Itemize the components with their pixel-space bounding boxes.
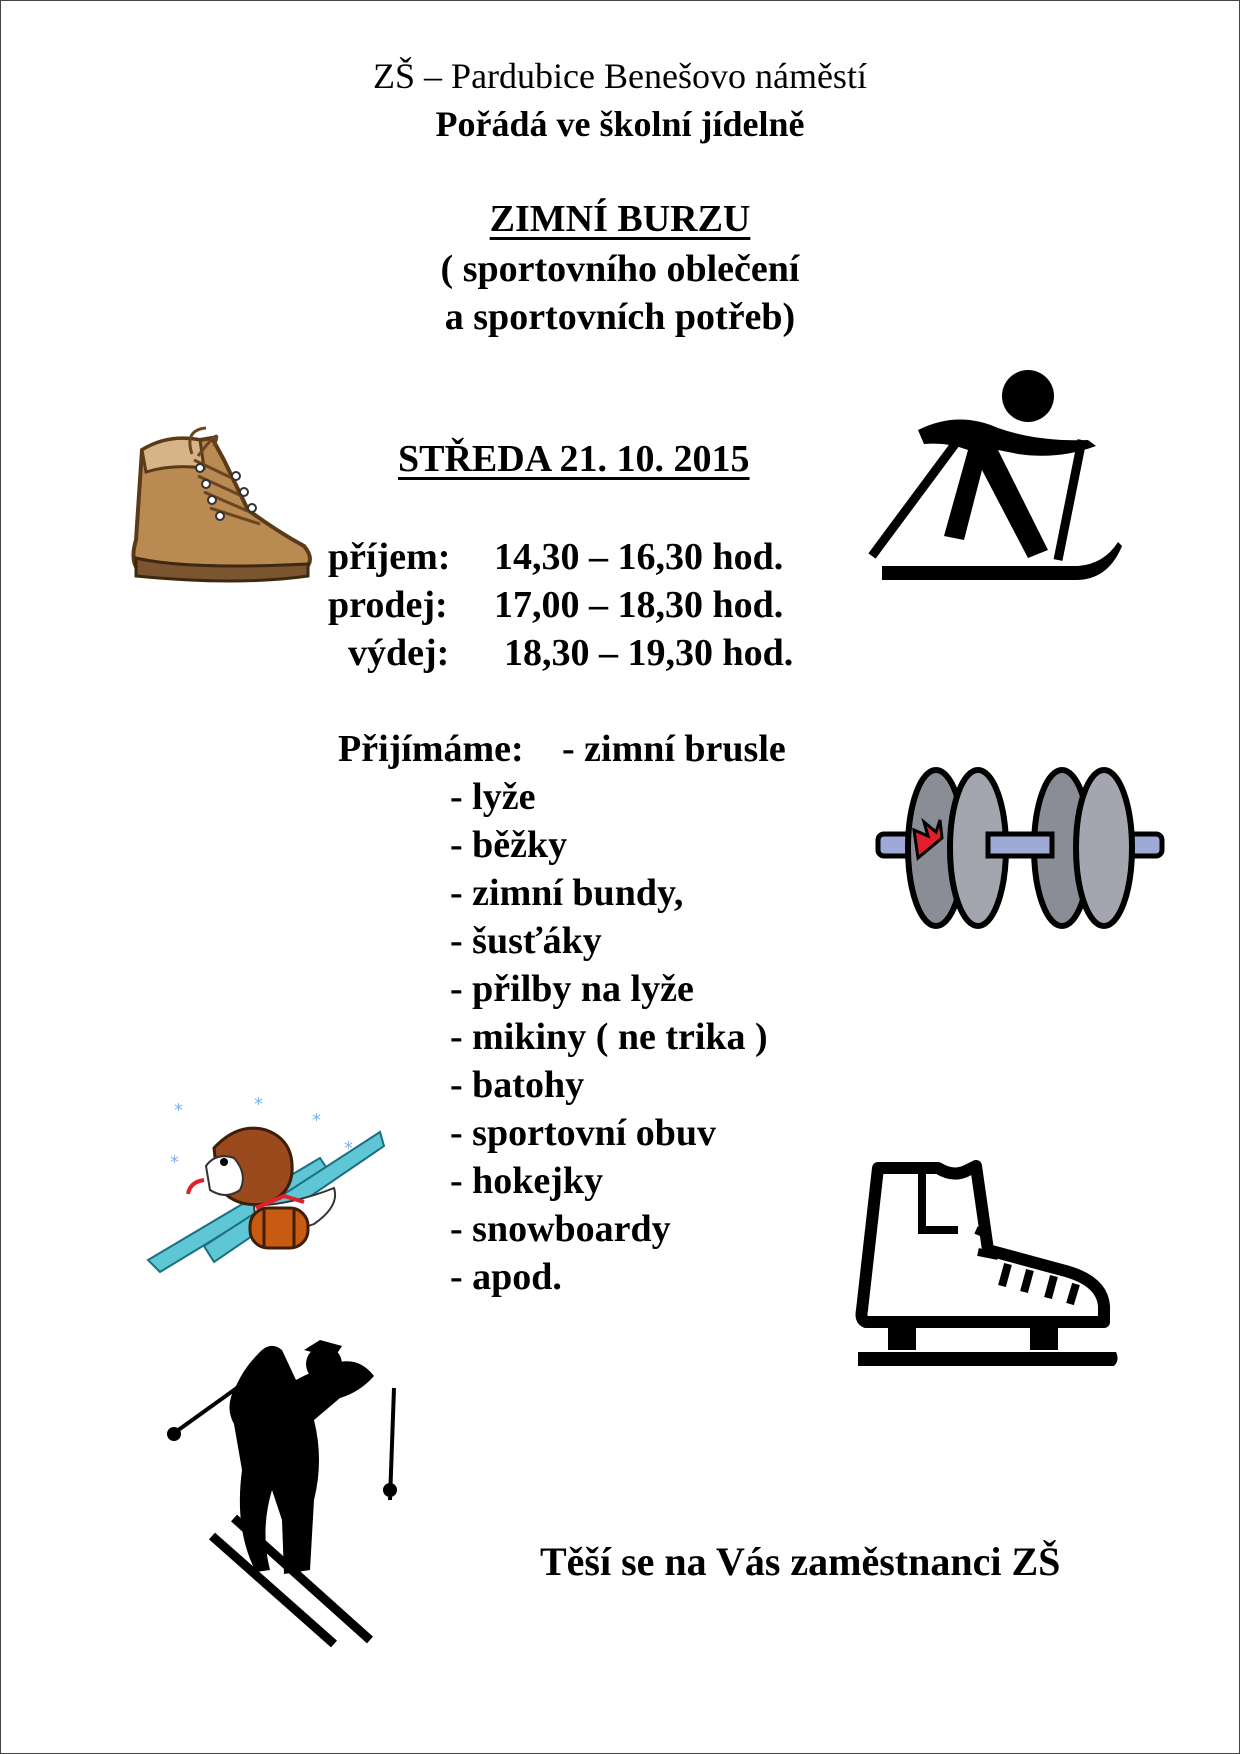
event-title: ZIMNÍ BURZU bbox=[489, 198, 751, 240]
accepted-item: - apod. bbox=[450, 1256, 562, 1298]
svg-text:*: * bbox=[344, 1138, 353, 1159]
schedule-time-sale: 17,00 – 18,30 hod. bbox=[494, 584, 784, 626]
ice-skate-icon bbox=[858, 1160, 1122, 1366]
accepted-item: - sportovní obuv bbox=[450, 1112, 717, 1154]
accepted-item: - snowboardy bbox=[450, 1208, 671, 1250]
accepted-item: - běžky bbox=[450, 824, 568, 866]
accepted-heading: Přijímáme: bbox=[338, 728, 524, 770]
saint-bernard-dog-skiing-icon bbox=[144, 1096, 384, 1272]
accepted-item: - šusťáky bbox=[450, 920, 602, 962]
schedule-label-pickup: výdej: bbox=[348, 632, 450, 674]
accepted-item: - hokejky bbox=[450, 1160, 604, 1202]
event-subtitle-line1: ( sportovního oblečení bbox=[440, 248, 800, 290]
event-subtitle-line2: a sportovních potřeb) bbox=[444, 296, 796, 338]
accepted-item: - zimní bundy, bbox=[450, 872, 684, 914]
schedule-label-intake: příjem: bbox=[328, 536, 451, 578]
schedule-label-sale: prodej: bbox=[328, 584, 448, 626]
accepted-item: - zimní brusle bbox=[562, 728, 786, 770]
accepted-item: - batohy bbox=[450, 1064, 585, 1106]
school-name: ZŠ – Pardubice Benešovo náměstí bbox=[373, 56, 867, 96]
accepted-item: - lyže bbox=[450, 776, 536, 818]
organizer-line: Pořádá ve školní jídelně bbox=[435, 104, 805, 144]
closing-line: Těší se na Vás zaměstnanci ZŠ bbox=[540, 1539, 1061, 1584]
dumbbell-icon bbox=[874, 760, 1166, 936]
hiking-boot-icon bbox=[128, 420, 314, 590]
svg-text:*: * bbox=[170, 1152, 179, 1173]
cross-country-skier-icon bbox=[868, 370, 1122, 592]
accepted-item: - mikiny ( ne trika ) bbox=[450, 1016, 768, 1058]
svg-text:*: * bbox=[312, 1110, 321, 1131]
downhill-skier-icon bbox=[164, 1340, 424, 1646]
accepted-item: - přilby na lyže bbox=[450, 968, 694, 1010]
schedule-time-intake: 14,30 – 16,30 hod. bbox=[494, 536, 784, 578]
event-date: STŘEDA 21. 10. 2015 bbox=[398, 438, 750, 480]
svg-text:*: * bbox=[254, 1094, 263, 1115]
svg-text:*: * bbox=[174, 1100, 183, 1121]
schedule-time-pickup: 18,30 – 19,30 hod. bbox=[504, 632, 794, 674]
